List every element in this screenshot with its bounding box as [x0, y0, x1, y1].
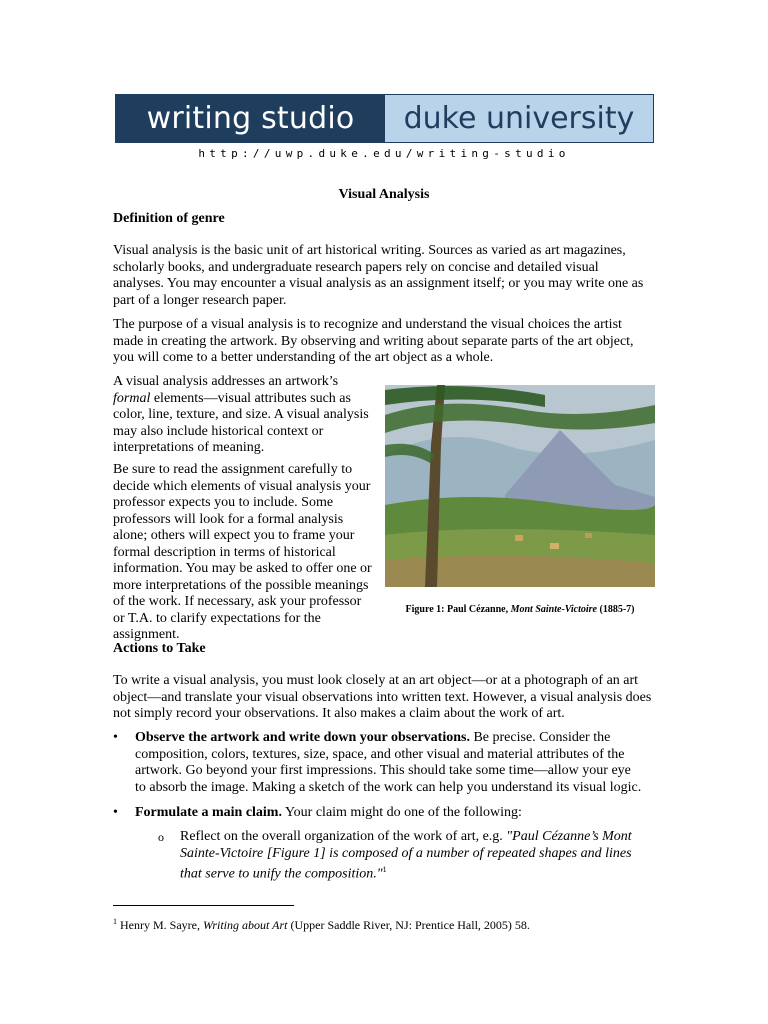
bullet-observe-text [135, 730, 643, 796]
page-title: Visual Analysis [338, 187, 430, 202]
bullet-claim-text [135, 805, 643, 822]
paragraph-3-start: A visual analysis addresses an artwork’s [113, 374, 339, 389]
footnote-mark: 1 [113, 917, 117, 926]
bullet-claim-body: Your claim might do one of the following: [281, 805, 522, 820]
bullet-marker: • [113, 730, 118, 745]
bullet-observe-body: Be precise. Consider the composition, colors, textures, size, space, and other visual and material attributes of the artwork. Go beyond your first impressions. This should take some time—allow your eye to absorb the image. Making a sketch of the work can help you understand its visual logic. [135, 730, 642, 795]
paragraph-3-italic: formal [113, 390, 151, 406]
figure-caption [385, 604, 655, 615]
sub-bullet-reflect-body: Reflect on the overall organization of the work of art, e.g. [180, 829, 507, 844]
actions-heading: Actions to Take [113, 641, 206, 656]
sub-bullet-reflect-quote: "Paul Cézanne’s Mont Sainte-Victoire [Figure 1] is composed of a number of repeated shapes and lines that serve to unify the composition." [180, 829, 632, 882]
website-url[interactable]: http://uwp.duke.edu/writing-studio [198, 147, 570, 160]
actions-intro: To write a visual analysis, you must look closely at an art object—or at a photograph of an art object—and translate your visual observations into written text. However, a visual analysis does not simply record your observations. It also makes a claim about the work of art. [113, 673, 652, 721]
footnote-italic: Writing about Art [202, 918, 288, 932]
definition-paragraph-3 [113, 374, 375, 457]
banner-writing-studio: writing studio [116, 95, 385, 142]
bullet-marker: • [113, 805, 118, 820]
paragraph-3-end: elements—visual attributes such as color, line, texture, and size. A visual analysis may also include historical context or interpretations of meaning. [113, 390, 369, 455]
caption-end: (1885-7) [597, 604, 635, 615]
caption-italic: Mont Sainte-Victoire [510, 604, 597, 615]
footnote-start: Henry M. Sayre, [117, 918, 203, 932]
footnote-divider [113, 905, 294, 906]
definition-paragraph-2: The purpose of a visual analysis is to recognize and understand the visual choices the artist made in creating the artwork. By observing and writing about separate parts of the art object, you will come to a better understanding of the art object as a whole. [113, 317, 634, 365]
banner-duke-university: duke university [385, 95, 653, 142]
definition-heading: Definition of genre [113, 211, 225, 226]
definition-paragraph-1: Visual analysis is the basic unit of art historical writing. Sources as varied as art magazines, scholarly books, and undergraduate research papers rely on concise and detailed visual analyses. You may encounter a visual analysis as an assignment itself; or you may write one as part of a longer research paper. [113, 243, 644, 308]
bullet-claim-bold: Formulate a main claim. [135, 805, 282, 820]
sub-bullet-marker: o [158, 830, 164, 844]
sub-bullet-reflect-text [180, 829, 650, 883]
painting-illustration [385, 385, 655, 587]
footnote-reference[interactable]: 1 [382, 865, 387, 874]
caption-start: Figure 1: Paul Cézanne, [405, 604, 511, 615]
header-banner [115, 94, 654, 143]
definition-paragraph-4: Be sure to read the assignment carefully to decide which elements of visual analysis your professor expects you to include. Some professors will look for a formal analysis alone; others will expect you to frame your formal description in terms of historical information. You may be asked to offer one or more interpretations of the possible meanings of the work. If necessary, ask your professor or T.A. to clarify expectations for the assignment. [113, 462, 372, 642]
footnote-end: (Upper Saddle River, NJ: Prentice Hall, 2005) 58. [287, 918, 530, 932]
footnote [113, 917, 653, 933]
bullet-observe-bold: Observe the artwork and write down your observations. [135, 730, 470, 745]
cezanne-painting-image [385, 385, 655, 587]
